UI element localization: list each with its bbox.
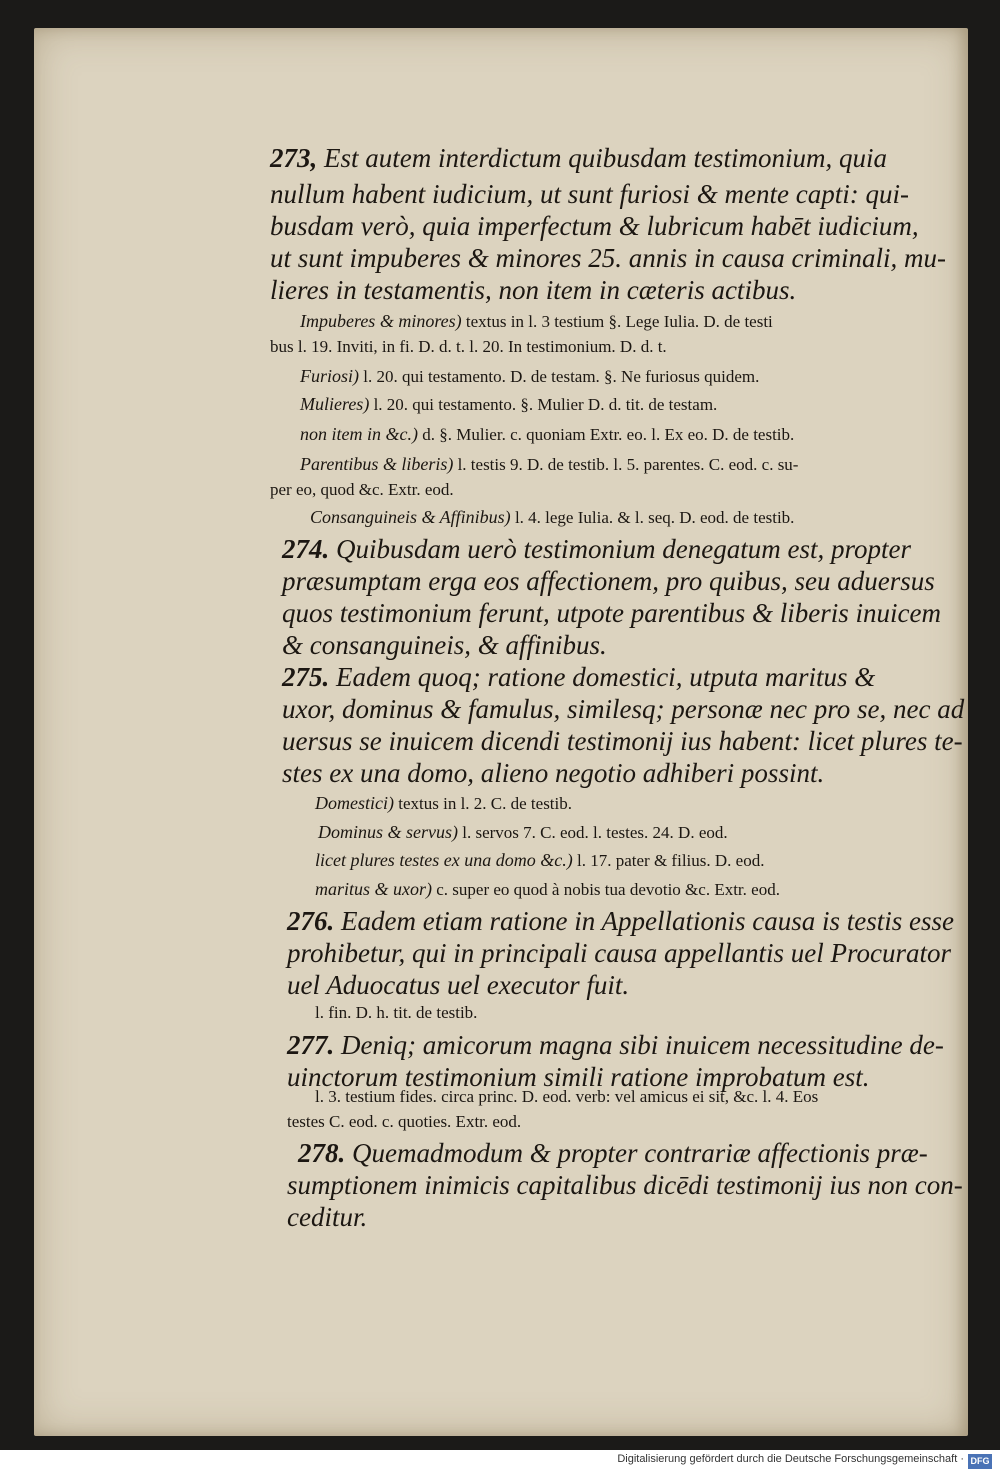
line-text: Deniq; amicorum magna sibi inuicem necessitudine de- xyxy=(334,1030,944,1060)
line-text: Quemadmodum & propter contrariæ affectionis præ- xyxy=(345,1138,928,1168)
note-lemma: licet plures testes ex una domo &c.) xyxy=(315,850,573,870)
note-lemma: Domestici) xyxy=(315,793,394,813)
main-text-line xyxy=(270,211,919,242)
line-text: præsumptam erga eos affectionem, pro quibus, seu aduersus xyxy=(282,566,935,596)
line-text: nullum habent iudicium, ut sunt furiosi & mente capti: qui- xyxy=(270,179,909,209)
line-text: l. 4. lege Iulia. & l. seq. D. eod. de testib. xyxy=(510,508,795,527)
line-text: l. fin. D. h. tit. de testib. xyxy=(315,1003,478,1022)
line-text: Quibusdam uerò testimonium denegatum est, propter xyxy=(329,534,911,564)
line-text: uinctorum testimonium simili ratione improbatum est. xyxy=(287,1062,870,1092)
line-text: stes ex una domo, alieno negotio adhiberi possint. xyxy=(282,758,825,788)
note-lemma: Dominus & servus) xyxy=(318,822,458,842)
paragraph-number: 278. xyxy=(298,1138,346,1168)
note-lemma: Impuberes & minores) xyxy=(300,311,462,331)
line-text: l. testis 9. D. de testib. l. 5. parentes. C. eod. c. su- xyxy=(453,455,799,474)
line-text: sumptionem inimicis capitalibus dicēdi testimonij ius non con- xyxy=(287,1170,963,1200)
line-text: l. 20. qui testamento. D. de testam. §. Ne furiosus quidem. xyxy=(359,367,760,386)
note-lemma: Furiosi) xyxy=(300,366,360,386)
note-lemma: maritus & uxor) xyxy=(315,879,432,899)
main-text-line xyxy=(282,598,941,629)
note-text-line xyxy=(270,480,454,500)
paragraph-number: 273, xyxy=(270,143,318,173)
note-text-line xyxy=(315,793,572,814)
main-text-line xyxy=(287,1030,944,1061)
main-text-line xyxy=(282,726,963,757)
line-text: ut sunt impuberes & minores 25. annis in causa criminali, mu- xyxy=(270,243,946,273)
note-text-line xyxy=(315,879,780,900)
line-text: textus in l. 2. C. de testib. xyxy=(393,794,573,813)
line-text: ceditur. xyxy=(287,1202,368,1232)
note-text-line xyxy=(300,454,798,475)
line-text: busdam verò, quia imperfectum & lubricum habēt iudicium, xyxy=(270,211,919,241)
note-text-line xyxy=(315,1087,818,1107)
note-text-line xyxy=(300,394,717,415)
line-text: lieres in testamentis, non item in cæteris actibus. xyxy=(270,275,797,305)
main-text-line xyxy=(287,970,629,1001)
dfg-logo-icon: DFG xyxy=(968,1454,992,1469)
main-text-line xyxy=(298,1138,928,1169)
note-text-line xyxy=(287,1112,521,1132)
note-lemma: Consanguineis & Affinibus) xyxy=(310,507,511,527)
line-text: uxor, dominus & famulus, similesq; personæ nec pro se, nec ad xyxy=(282,694,965,724)
note-lemma: Mulieres) xyxy=(300,394,370,414)
main-text-line xyxy=(287,1202,367,1233)
line-text: & consanguineis, & affinibus. xyxy=(282,630,607,660)
main-text-line xyxy=(282,758,824,789)
main-text-line xyxy=(282,694,964,725)
note-lemma: Parentibus & liberis) xyxy=(300,454,454,474)
main-text-line xyxy=(270,243,946,274)
line-text: c. super eo quod à nobis tua devotio &c. Extr. eod. xyxy=(432,880,780,899)
footer-credit: Digitalisierung gefördert durch die Deutsche Forschungsgemeinschaft · xyxy=(617,1453,964,1465)
line-text: l. servos 7. C. eod. l. testes. 24. D. eod. xyxy=(458,823,728,842)
footer-bar xyxy=(0,1450,1000,1474)
line-text: uel Aduocatus uel executor fuit. xyxy=(287,970,630,1000)
paragraph-number: 274. xyxy=(282,534,330,564)
line-text: prohibetur, qui in principali causa appellantis uel Procurator xyxy=(287,938,951,968)
note-text-line xyxy=(300,366,759,387)
line-text: Eadem quoq; ratione domestici, utputa maritus & xyxy=(329,662,876,692)
line-text: quos testimonium ferunt, utpote parentibus & liberis inuicem xyxy=(282,598,941,628)
note-text-line xyxy=(300,424,794,445)
main-text-line xyxy=(282,566,935,597)
note-text-line xyxy=(318,822,728,843)
main-text-line xyxy=(287,906,954,937)
main-text-line xyxy=(270,143,887,174)
paragraph-number: 275. xyxy=(282,662,330,692)
paragraph-number: 277. xyxy=(287,1030,335,1060)
note-text-line xyxy=(315,850,764,871)
line-text: per eo, quod &c. Extr. eod. xyxy=(270,480,454,499)
note-text-line xyxy=(300,311,773,332)
line-text: d. §. Mulier. c. quoniam Extr. eo. l. Ex eo. D. de testib. xyxy=(417,425,795,444)
main-text-line xyxy=(270,275,796,306)
note-text-line xyxy=(315,1003,477,1023)
line-text: Eadem etiam ratione in Appellationis causa is testis esse xyxy=(334,906,954,936)
line-text: l. 20. qui testamento. §. Mulier D. d. tit. de testam. xyxy=(369,395,718,414)
main-text-line xyxy=(287,938,951,969)
line-text: bus l. 19. Inviti, in fi. D. d. t. l. 20. In testimonium. D. d. t. xyxy=(270,337,667,356)
line-text: l. 3. testium fides. circa princ. D. eod. verb: vel amicus ei sit, &c. l. 4. Eos xyxy=(315,1087,819,1106)
main-text-line xyxy=(282,534,911,565)
main-text-line xyxy=(287,1170,963,1201)
line-text: testes C. eod. c. quoties. Extr. eod. xyxy=(287,1112,522,1131)
note-text-line xyxy=(270,337,667,357)
line-text: uersus se inuicem dicendi testimonij ius habent: licet plures te- xyxy=(282,726,963,756)
main-text-line xyxy=(270,179,909,210)
line-text: l. 17. pater & filius. D. eod. xyxy=(572,851,765,870)
main-text-line xyxy=(282,630,607,661)
line-text: textus in l. 3 testium §. Lege Iulia. D. de testi xyxy=(461,312,773,331)
note-lemma: non item in &c.) xyxy=(300,424,418,444)
note-text-line xyxy=(310,507,794,528)
line-text: Est autem interdictum quibusdam testimonium, quia xyxy=(317,143,887,173)
paragraph-number: 276. xyxy=(287,906,335,936)
main-text-line xyxy=(282,662,875,693)
